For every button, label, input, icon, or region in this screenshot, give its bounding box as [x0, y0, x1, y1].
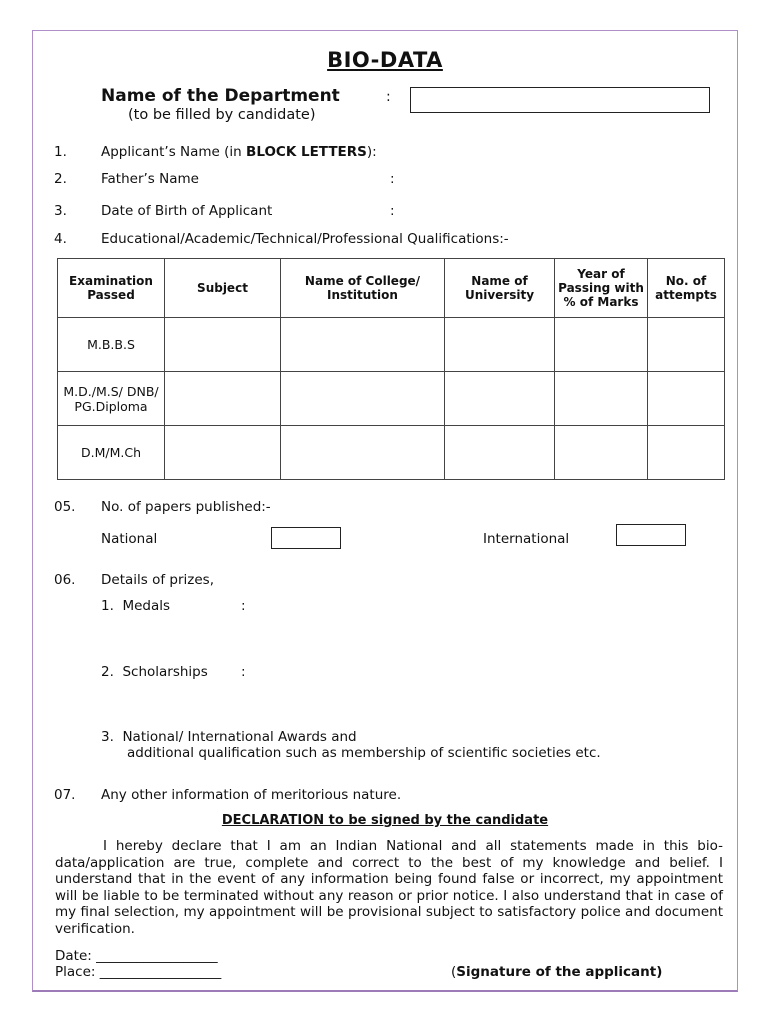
- field-dob-label: Date of Birth of Applicant: [101, 203, 273, 219]
- prize-medals-colon: :: [241, 598, 246, 614]
- table-row: [58, 318, 725, 372]
- cell-input[interactable]: [555, 372, 648, 426]
- cell-input[interactable]: [648, 372, 725, 426]
- field-1-number: 1.: [54, 144, 67, 160]
- department-input-box[interactable]: [410, 87, 710, 113]
- papers-national-label: National: [101, 531, 158, 547]
- papers-international-box[interactable]: [616, 524, 686, 546]
- department-label: Name of the Department: [101, 86, 340, 106]
- header-year-passing: Year of Passing with % of Marks: [555, 259, 648, 318]
- date-line: Date: __________________: [55, 948, 218, 964]
- cell-input[interactable]: [445, 426, 555, 480]
- cell-input[interactable]: [165, 372, 281, 426]
- field-father-name-label: Father’s Name: [101, 171, 199, 187]
- cell-input[interactable]: [555, 426, 648, 480]
- cell-exam: D.M/M.Ch: [58, 426, 165, 480]
- cell-input[interactable]: [281, 318, 445, 372]
- department-colon: :: [386, 89, 391, 105]
- cell-input[interactable]: [445, 372, 555, 426]
- cell-input[interactable]: [165, 318, 281, 372]
- cell-input[interactable]: [281, 426, 445, 480]
- label-part: Applicant’s Name (in: [101, 144, 247, 160]
- label-part-end: ):: [366, 144, 377, 160]
- table-row: [58, 426, 725, 480]
- prize-medals-label: 1. Medals: [101, 598, 171, 614]
- field-qualifications-label: Educational/Academic/Technical/Professional Qualifications:-: [101, 231, 509, 247]
- label-bold-part: BLOCK LETTERS: [246, 144, 367, 160]
- header-university: Name of University: [445, 259, 555, 318]
- cell-input[interactable]: [555, 318, 648, 372]
- cell-exam: M.D./M.S/ DNB/ PG.Diploma: [58, 372, 165, 426]
- papers-national-box[interactable]: [271, 527, 341, 549]
- header-attempts: No. of attempts: [648, 259, 725, 318]
- other-number: 07.: [54, 787, 76, 803]
- cell-input[interactable]: [281, 372, 445, 426]
- prizes-number: 06.: [54, 572, 76, 588]
- signature-paren: (: [451, 964, 457, 980]
- declaration-body: [55, 838, 723, 937]
- qualifications-table: [57, 258, 725, 480]
- field-father-name-colon: :: [390, 171, 395, 187]
- table-header-row: [58, 259, 725, 318]
- department-note: (to be filled by candidate): [128, 107, 316, 123]
- prize-awards-label-2: additional qualification such as membership of scientific societies etc.: [127, 745, 601, 761]
- papers-number: 05.: [54, 499, 76, 515]
- field-dob-colon: :: [390, 203, 395, 219]
- field-3-number: 3.: [54, 203, 67, 219]
- prizes-label: Details of prizes,: [101, 572, 214, 588]
- papers-international-label: International: [483, 531, 570, 547]
- page-title: BIO-DATA: [327, 48, 443, 72]
- prize-scholarships-label: 2. Scholarships: [101, 664, 208, 680]
- field-4-number: 4.: [54, 231, 67, 247]
- header-college: Name of College/ Institution: [281, 259, 445, 318]
- cell-exam: M.B.B.S: [58, 318, 165, 372]
- header-subject: Subject: [165, 259, 281, 318]
- cell-input[interactable]: [165, 426, 281, 480]
- cell-input[interactable]: [648, 318, 725, 372]
- papers-label: No. of papers published:-: [101, 499, 271, 515]
- field-2-number: 2.: [54, 171, 67, 187]
- other-label: Any other information of meritorious nature.: [101, 787, 402, 803]
- place-line: Place: __________________: [55, 964, 222, 980]
- field-applicant-name-label: [101, 144, 377, 160]
- cell-input[interactable]: [445, 318, 555, 372]
- declaration-title: DECLARATION to be signed by the candidate: [221, 813, 549, 828]
- prize-scholarships-colon: :: [241, 664, 246, 680]
- table-row: [58, 372, 725, 426]
- declaration-text: I hereby declare that I am an Indian National and all statements made in this bio-data/application are true, complete and correct to the best of my knowledge and belief. I understand that in the event of any information being found false or incorrect, my appointment will be liable to be terminated without any reason or prior notice. I also understand that in case of my final selection, my appointment will be provisional subject to satisfactory police and document verification.: [55, 838, 723, 937]
- signature-text: Signature of the applicant): [456, 964, 663, 980]
- cell-input[interactable]: [648, 426, 725, 480]
- signature-label: [451, 964, 662, 980]
- header-examination: Examination Passed: [58, 259, 165, 318]
- prize-awards-label: 3. National/ International Awards and: [101, 729, 357, 745]
